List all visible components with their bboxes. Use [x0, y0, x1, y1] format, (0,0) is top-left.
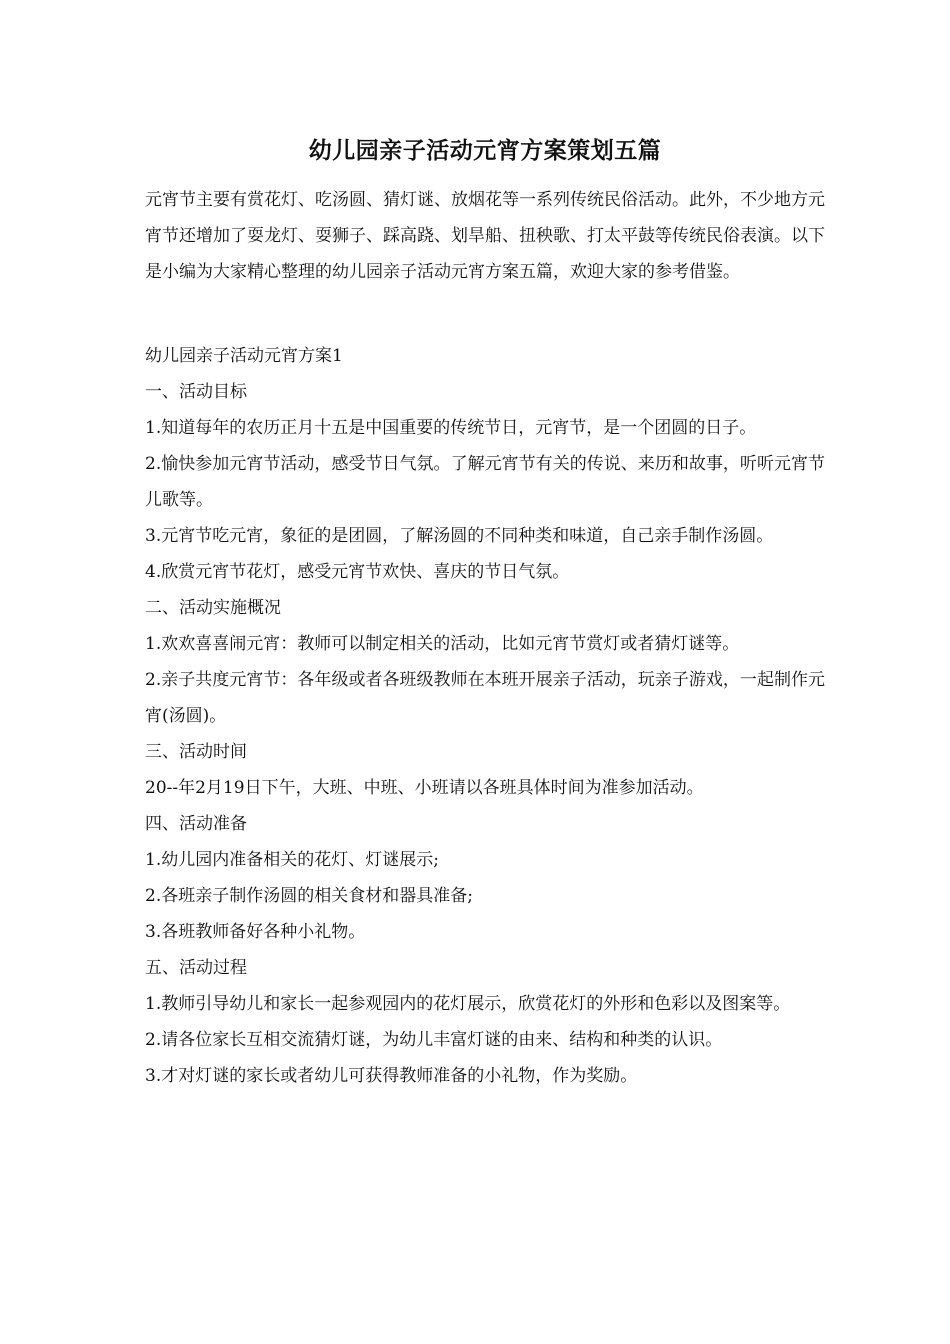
intro-paragraph: 元宵节主要有赏花灯、吃汤圆、猜灯谜、放烟花等一系列传统民俗活动。此外，不少地方元宵节还增加了耍龙灯、耍狮子、踩高跷、划旱船、扭秧歌、打太平鼓等传统民俗表演。以下是小编为大家精心整理的幼儿园亲子活动元宵方案五篇，欢迎大家的参考借鉴。 — [145, 190, 825, 282]
paragraph: 3.元宵节吃元宵，象征的是团圆，了解汤圆的不同种类和味道，自己亲手制作汤圆。 — [145, 526, 774, 546]
subsection-heading: 五、活动过程 — [145, 958, 247, 978]
paragraph: 2.愉快参加元宵节活动，感受节日气氛。了解元宵节有关的传说、来历和故事，听听元宵节儿歌等。 — [145, 454, 825, 510]
paragraph: 1.欢欢喜喜闹元宵：教师可以制定相关的活动，比如元宵节赏灯或者猜灯谜等。 — [145, 634, 740, 654]
paragraph: 3.才对灯谜的家长或者幼儿可获得教师准备的小礼物，作为奖励。 — [145, 1066, 638, 1086]
subsection-heading: 二、活动实施概况 — [145, 598, 281, 618]
paragraph: 1.教师引导幼儿和家长一起参观园内的花灯展示，欣赏花灯的外形和色彩以及图案等。 — [145, 994, 791, 1014]
paragraph: 1.知道每年的农历正月十五是中国重要的传统节日，元宵节，是一个团圆的日子。 — [145, 418, 757, 438]
paragraph: 4.欣赏元宵节花灯，感受元宵节欢快、喜庆的节日气氛。 — [145, 562, 570, 582]
paragraph: 2.各班亲子制作汤圆的相关食材和器具准备; — [145, 886, 473, 906]
subsection-heading: 一、活动目标 — [145, 382, 247, 402]
document-title: 幼儿园亲子活动元宵方案策划五篇 — [308, 137, 662, 164]
subsection-heading: 四、活动准备 — [145, 814, 247, 834]
document-body — [145, 134, 825, 1094]
paragraph: 20--年2月19日下午，大班、中班、小班请以各班具体时间为准参加活动。 — [145, 778, 704, 798]
section-heading: 幼儿园亲子活动元宵方案1 — [145, 346, 343, 366]
section-spacer — [145, 290, 825, 338]
paragraph: 3.各班教师备好各种小礼物。 — [145, 922, 366, 942]
subsection-heading: 三、活动时间 — [145, 742, 247, 762]
paragraph: 1.幼儿园内准备相关的花灯、灯谜展示; — [145, 850, 439, 870]
paragraph: 2.亲子共度元宵节：各年级或者各班级教师在本班开展亲子活动，玩亲子游戏，一起制作元宵(汤圆)。 — [145, 670, 825, 726]
paragraph: 2.请各位家长互相交流猜灯谜，为幼儿丰富灯谜的由来、结构和种类的认识。 — [145, 1030, 723, 1050]
